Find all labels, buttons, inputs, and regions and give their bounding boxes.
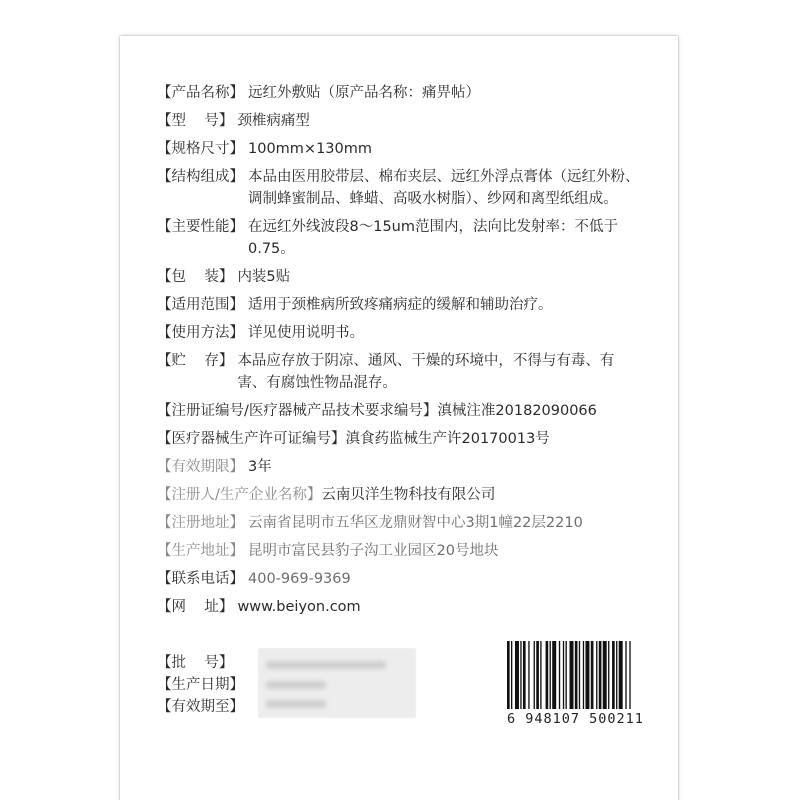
spec-label: 【型 号】	[157, 113, 234, 129]
barcode-bar	[570, 641, 574, 709]
blurred-line	[266, 681, 326, 689]
barcode-bar	[585, 641, 589, 709]
barcode-bar	[511, 641, 512, 709]
spec-label: 【生产地址】	[157, 543, 244, 559]
spec-row-registered-address	[157, 512, 677, 534]
barcode-bar	[540, 641, 541, 709]
barcode-bar	[629, 641, 630, 709]
spec-value: 在远红外线波段8～15um范围内，法向比发射率：不低于0.75。	[248, 219, 618, 257]
spec-value: 颈椎病痛型	[237, 113, 310, 129]
barcode-bar	[552, 641, 556, 709]
spec-value: 昆明市富民县豹子沟工业园区20号地块	[248, 543, 499, 559]
barcode-bar	[536, 641, 539, 709]
barcode-bar	[616, 641, 617, 709]
spec-value: www.beiyon.com	[237, 599, 361, 615]
barcode-bar	[546, 641, 549, 709]
spec-value: 3年	[248, 459, 272, 475]
spec-label: 【注册人/生产企业名称】	[157, 487, 322, 503]
spec-value: 滇械注准20182090066	[437, 403, 597, 419]
spec-label: 【主要性能】	[157, 219, 244, 235]
barcode-bar	[534, 641, 535, 709]
barcode-digits: 6 948107 500211	[507, 711, 644, 727]
spec-label: 【注册证编号/医疗器械产品技术要求编号】	[157, 403, 438, 419]
barcode	[507, 641, 644, 727]
barcode-bar	[625, 641, 626, 709]
spec-value: 远红外敷贴（原产品名称：痛畀帖）	[248, 85, 480, 101]
spec-value: 本品应存放于阴凉、通风、干燥的环境中，不得与有毒、有害、有腐蚀性物品混存。	[237, 353, 615, 391]
spec-row-size	[157, 138, 677, 160]
spec-row-phone	[157, 568, 677, 590]
spec-label: 【规格尺寸】	[157, 141, 244, 157]
spec-value: 100mm×130mm	[248, 141, 373, 157]
expiry-date-label: 【有效期至】	[157, 699, 244, 715]
barcode-bar	[596, 641, 597, 709]
spec-row-website	[157, 596, 677, 618]
barcode-bar	[603, 641, 607, 709]
spec-value: 详见使用说明书。	[248, 325, 364, 341]
spec-row-model	[157, 110, 677, 132]
barcode-bar	[528, 641, 529, 709]
spec-label: 【结构组成】	[157, 169, 244, 185]
barcode-bar	[515, 641, 519, 709]
spec-row-product-name	[157, 82, 677, 104]
spec-value: 400-969-9369	[248, 571, 351, 587]
barcode-bar	[523, 641, 526, 709]
spec-row-production-license	[157, 428, 677, 450]
spec-value: 滇食药监械生产许20170013号	[345, 431, 550, 447]
spec-value: 内装5贴	[237, 269, 291, 285]
barcode-bar	[599, 641, 602, 709]
spec-label: 【适用范围】	[157, 297, 244, 313]
barcode-bar	[563, 641, 564, 709]
barcode-bars	[507, 641, 632, 709]
spec-value: 本品由医用胶带层、棉布夹层、远红外浮点膏体（远红外粉、调制蜂蜜制品、蜂蜡、高吸水树脂）、纱网和离型纸组成。	[248, 169, 640, 207]
barcode-bar	[507, 641, 510, 709]
spec-row-usage	[157, 322, 677, 344]
batch-number-label: 【批 号】	[157, 655, 234, 671]
barcode-bar	[619, 641, 623, 709]
spec-label: 【注册地址】	[157, 515, 244, 531]
spec-label: 【网 址】	[157, 599, 234, 615]
spec-label: 【贮 存】	[157, 353, 234, 369]
spec-label: 【联系电话】	[157, 571, 244, 587]
barcode-bar	[575, 641, 578, 709]
spec-label: 【包 装】	[157, 269, 234, 285]
barcode-bar	[559, 641, 560, 709]
barcode-bar	[591, 641, 594, 709]
spec-value: 适用于颈椎病所致疼痛病症的缓解和辅助治疗。	[248, 297, 553, 313]
spec-row-storage	[157, 350, 677, 394]
barcode-bar	[583, 641, 584, 709]
spec-label: 【使用方法】	[157, 325, 244, 341]
spec-row-production-address	[157, 540, 677, 562]
blurred-line	[266, 700, 326, 708]
spec-value: 云南贝洋生物科技有限公司	[321, 487, 496, 503]
blurred-line	[266, 661, 386, 669]
spec-row-scope	[157, 294, 677, 316]
spec-label: 【医疗器械生产许可证编号】	[157, 431, 346, 447]
spec-label: 【有效期限】	[157, 459, 244, 475]
spec-value: 云南省昆明市五华区龙鼎财智中心3期1幢22层2210	[248, 515, 583, 531]
barcode-bar	[550, 641, 551, 709]
spec-row-registration	[157, 400, 677, 422]
barcode-bar	[612, 641, 615, 709]
spec-row-packaging	[157, 266, 677, 288]
manufacture-date-label: 【生产日期】	[157, 677, 244, 693]
barcode-bar	[566, 641, 567, 709]
spec-row-validity	[157, 456, 677, 478]
barcode-bar	[579, 641, 580, 709]
barcode-bar	[520, 641, 521, 709]
spec-label: 【产品名称】	[157, 85, 244, 101]
product-spec-list	[157, 82, 677, 624]
spec-row-performance	[157, 216, 677, 260]
spec-row-registrant	[157, 484, 677, 506]
spec-row-structure	[157, 166, 677, 210]
batch-info	[157, 652, 244, 718]
barcode-bar	[608, 641, 609, 709]
